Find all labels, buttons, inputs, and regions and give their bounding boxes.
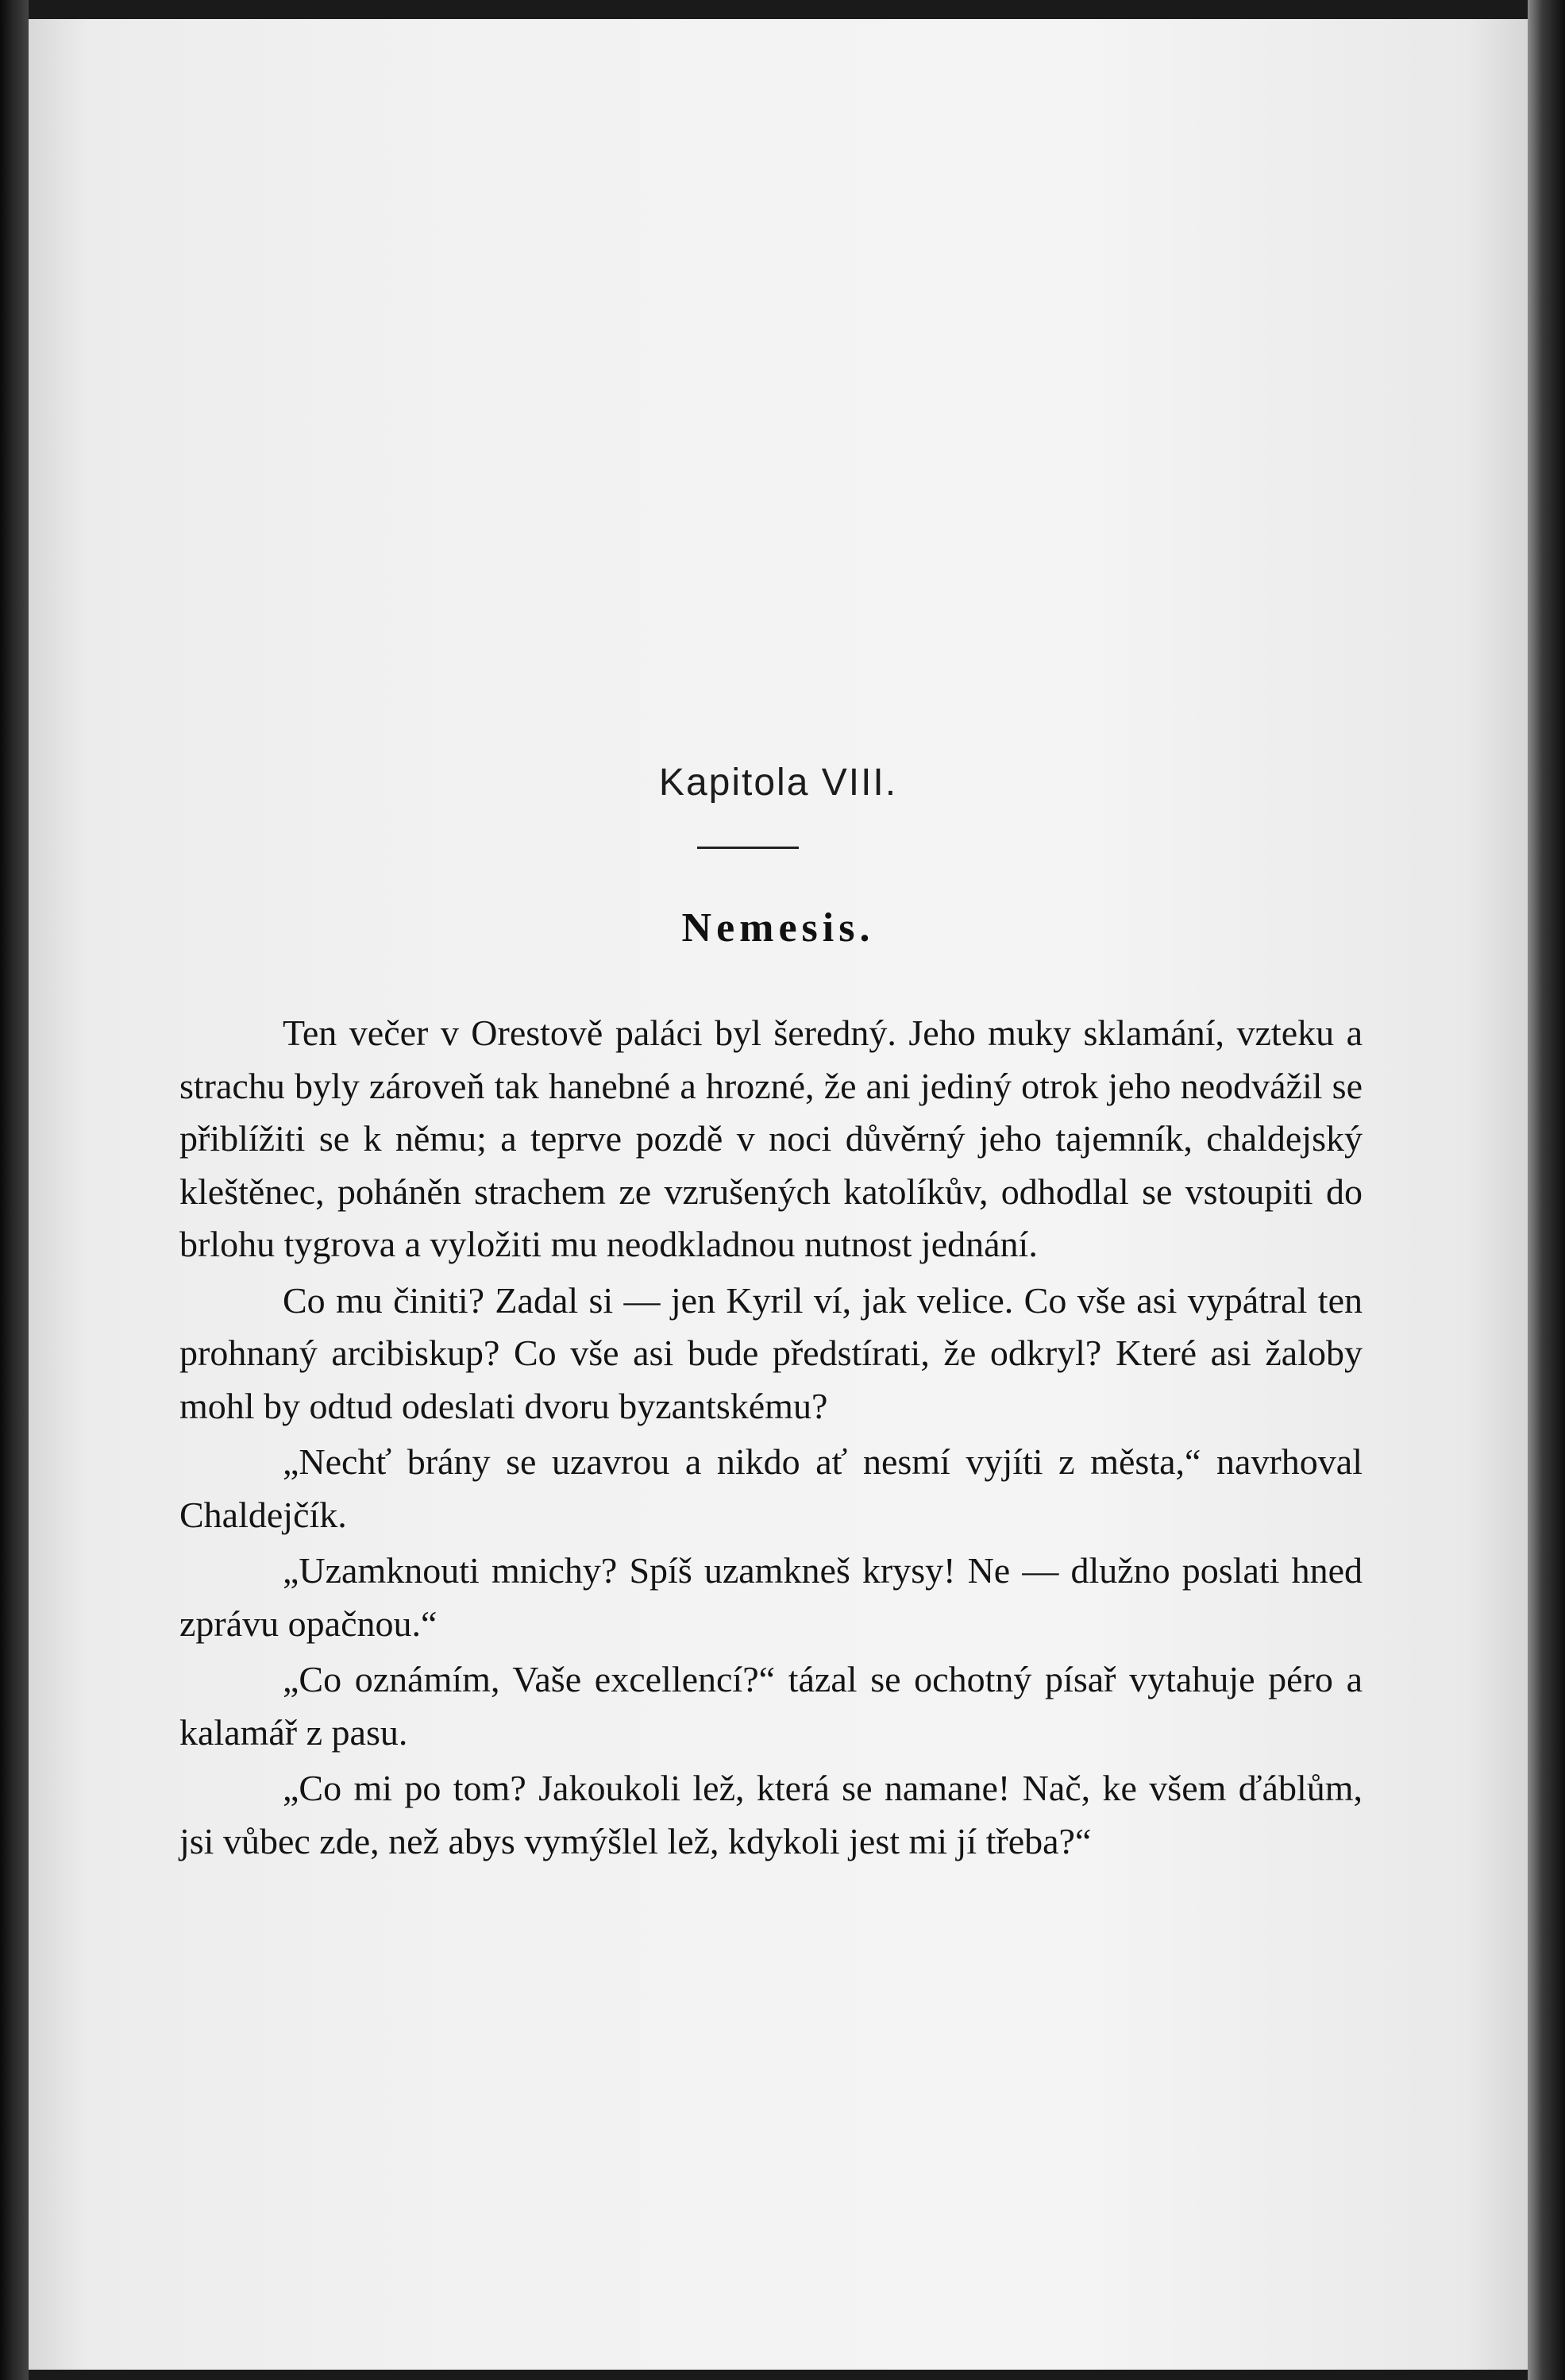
chapter-body bbox=[179, 1007, 1363, 1871]
page-edge-shadow bbox=[1528, 0, 1565, 2380]
chapter-title: Nemesis. bbox=[681, 905, 875, 951]
chapter-divider bbox=[697, 847, 799, 849]
book-page bbox=[29, 19, 1528, 2370]
paragraph: „Co oznámím, Vaše excellencí?“ tázal se ochotný písař vytahuje péro a kalamář z pasu. bbox=[179, 1659, 1363, 1753]
paragraph: „Co mi po tom? Jakoukoli lež, která se namane! Nač, ke všem ďáblům, jsi vůbec zde, než abys vymýšlel lež, kdykoli jest mi jí třeba?“ bbox=[179, 1768, 1363, 1861]
paragraph: Ten večer v Orestově paláci byl šeredný. Jeho muky sklamání, vzteku a strachu byly zároveň tak hanebné a hrozné, že ani jediný otrok jeho neodvážil se přiblížiti se k němu; a teprve pozdě v noci důvěrný jeho tajemník, chaldejský kleštěnec, poháněn strachem ze vzrušených katolíkův, odhodlal se vstoupiti do brlohu tygrova a vyložiti mu neodkladnou nutnost jednání. bbox=[179, 1013, 1363, 1264]
paragraph: „Nechť brány se uzavrou a nikdo ať nesmí vyjíti z města,“ navrhoval Chaldejčík. bbox=[179, 1441, 1363, 1535]
paragraph: Co mu činiti? Zadal si — jen Kyril ví, jak velice. Co vše asi vypátral ten prohnaný arcibiskup? Co vše asi bude předstírati, že odkryl? Které asi žaloby mohl by odtud odeslati dvoru byzantskému? bbox=[179, 1279, 1363, 1426]
paragraph: „Uzamknouti mnichy? Spíš uzamkneš krysy! Ne — dlužno poslati hned zprávu opačnou.“ bbox=[179, 1550, 1363, 1644]
book-spine-shadow bbox=[0, 0, 29, 2380]
chapter-label: Kapitola VIII. bbox=[658, 762, 898, 804]
